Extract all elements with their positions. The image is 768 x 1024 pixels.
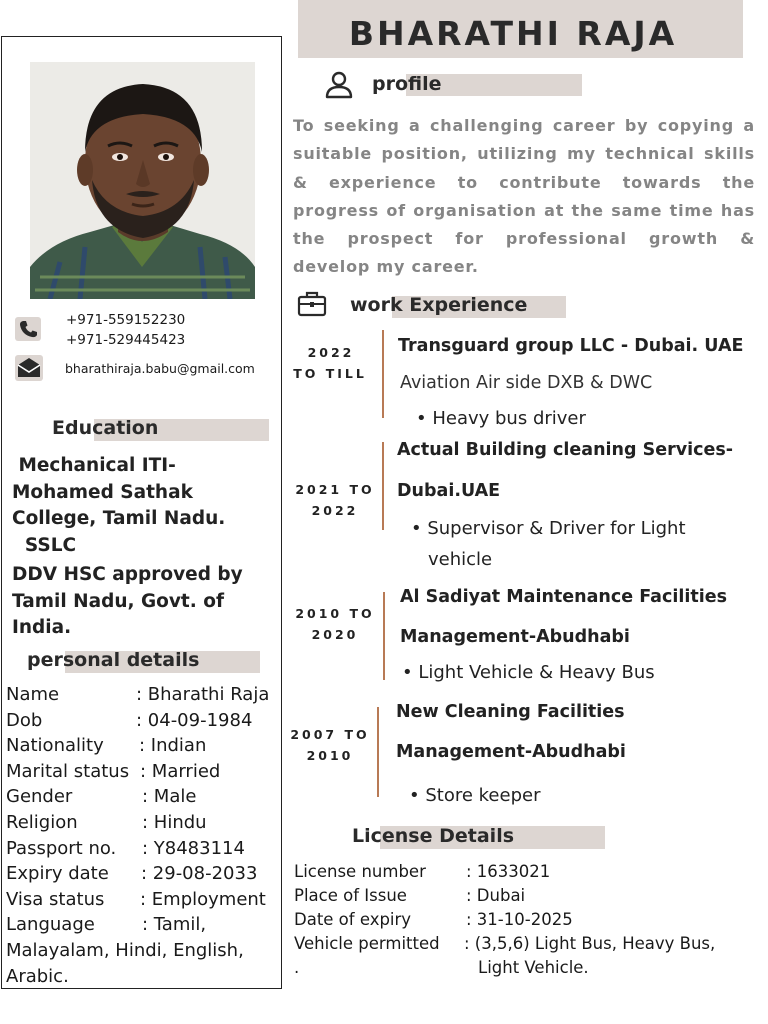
job-year-start: 2022 (307, 345, 355, 360)
phone-icon (15, 317, 41, 341)
personal-label: Visa status (6, 888, 105, 910)
job-year-end: TO TILL (293, 366, 367, 381)
personal-details-heading: personal details (27, 649, 200, 671)
education-line: Tamil Nadu, Govt. of (12, 590, 224, 612)
license-label: Place of Issue (294, 886, 407, 905)
education-line: India. (12, 617, 72, 638)
job-company-line-2: Management-Abudhabi (400, 627, 630, 647)
personal-value: : 29-08-2033 (141, 863, 258, 885)
personal-label: Nationality (6, 735, 104, 757)
personal-label: Marital status (6, 760, 130, 782)
personal-label: Dob (6, 709, 43, 731)
personal-value: : Indian (139, 735, 207, 757)
language-continued: Arabic. (6, 965, 69, 987)
envelope-icon (15, 355, 43, 381)
license-label: Vehicle permitted (294, 934, 440, 953)
job-duty: • Store keeper (409, 785, 541, 806)
job-company: New Cleaning Facilities (396, 702, 625, 722)
personal-value: : Male (142, 786, 197, 808)
phone-number-1[interactable]: +971-559152230 (66, 312, 186, 328)
job-company: Al Sadiyat Maintenance Facilities (400, 587, 727, 607)
education-line: Mechanical ITI- (12, 455, 176, 476)
job-year-end: 2010 (306, 748, 354, 763)
personal-label: Gender (6, 786, 73, 808)
license-details-heading: License Details (352, 825, 515, 847)
job-year-start: 2010 TO (295, 606, 375, 621)
profile-photo (30, 62, 255, 299)
job-year-end: 2020 (311, 627, 359, 642)
education-line: Mohamed Sathak (12, 481, 193, 503)
timeline-divider (383, 592, 385, 680)
profile-summary: To seeking a challenging career by copying a suitable position, utilizing my technical skills & experience to contribute towards the progress of organisation at the same time has the prospect for professional growth & develop my career. (293, 116, 755, 277)
license-value: : 31-10-2025 (466, 910, 573, 929)
job-duty-continued: vehicle (428, 549, 493, 570)
license-label: License number (294, 862, 426, 881)
license-value: : (3,5,6) Light Bus, Heavy Bus, (464, 934, 716, 953)
license-stray-dot: . (294, 958, 300, 977)
personal-label: Expiry date (6, 863, 109, 885)
job-company: Transguard group LLC - Dubai. UAE (398, 336, 744, 356)
personal-value: : Tamil, (142, 914, 207, 936)
language-continued: Malayalam, Hindi, English, (6, 940, 244, 961)
education-line: DDV HSC approved by (12, 564, 243, 585)
personal-value: : Y8483114 (142, 837, 245, 859)
work-experience-heading: work Experience (350, 294, 528, 316)
job-duty: • Heavy bus driver (416, 408, 586, 429)
personal-label: Language (6, 914, 95, 936)
personal-value: : 04-09-1984 (136, 709, 253, 731)
profile-heading: profile (372, 73, 442, 95)
timeline-divider (382, 330, 384, 418)
job-company: Actual Building cleaning Services- (397, 440, 734, 460)
personal-label: Passport no. (6, 837, 117, 859)
personal-value: : Hindu (142, 812, 207, 833)
job-year-start: 2007 TO (290, 727, 370, 742)
timeline-divider (382, 442, 384, 530)
job-duty: • Light Vehicle & Heavy Bus (402, 662, 655, 683)
personal-value: : Bharathi Raja (136, 684, 270, 705)
job-year-end: 2022 (311, 503, 359, 518)
job-company-line-2: Management-Abudhabi (396, 742, 626, 762)
timeline-divider (377, 707, 379, 797)
personal-value: : Employment (140, 888, 266, 910)
education-line: SSLC (12, 534, 77, 556)
license-label: Date of expiry (294, 910, 412, 929)
personal-label: Name (6, 684, 60, 705)
education-line: College, Tamil Nadu. (12, 508, 226, 529)
license-value: : 1633021 (466, 862, 551, 881)
education-details (12, 453, 277, 642)
license-value-continued: Light Vehicle. (478, 958, 589, 977)
job-location: Aviation Air side DXB & DWC (400, 373, 653, 393)
candidate-name: BHARATHI RAJA (348, 14, 678, 53)
job-duty: • Supervisor & Driver for Light (411, 518, 686, 539)
job-company-line-2: Dubai.UAE (397, 481, 501, 501)
user-icon (324, 71, 354, 99)
education-heading: Education (52, 417, 159, 439)
job-year-start: 2021 TO (295, 482, 375, 497)
phone-number-2[interactable]: +971-529445423 (66, 332, 186, 348)
briefcase-icon (297, 290, 327, 318)
personal-label: Religion (6, 812, 78, 833)
personal-value: : Married (140, 760, 221, 782)
email-address[interactable]: bharathiraja.babu@gmail.com (65, 361, 255, 376)
license-value: : Dubai (466, 886, 526, 905)
